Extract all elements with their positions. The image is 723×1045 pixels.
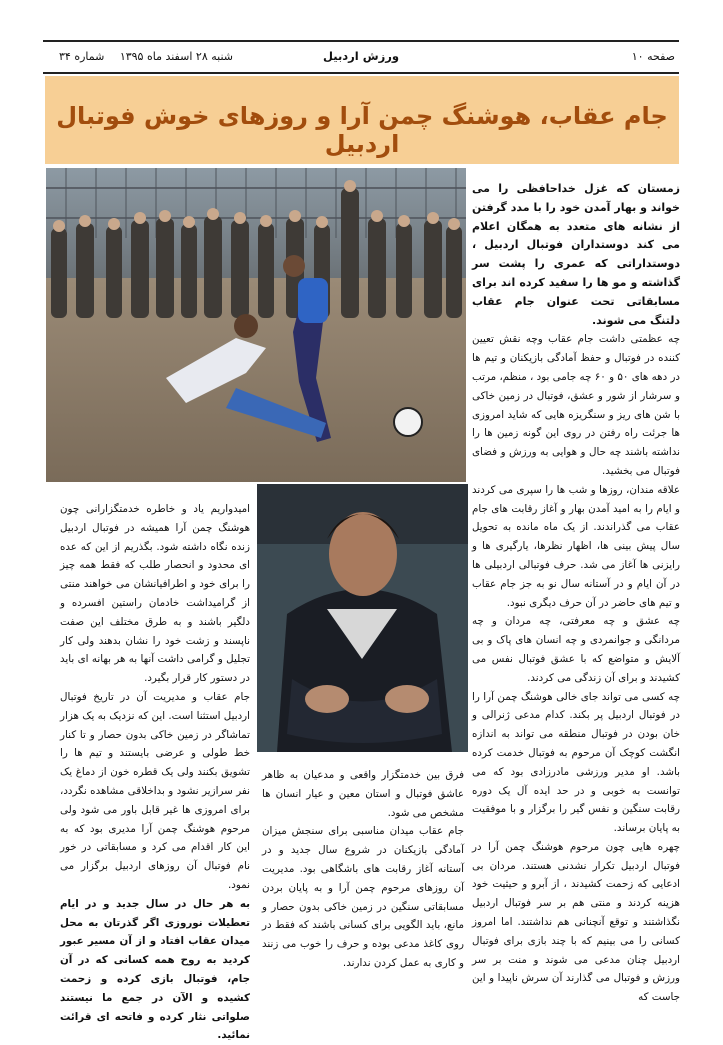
article-paragraph: چه عظمتی داشت جام عقاب وچه نقش تعیین کننده در فوتبال و حفظ آمادگی بازیکنان و تیم ها در دهه های ۵۰ و ۶۰ چه جامی بود ، منظم، مرتب و سرشار از شور و عشق، فوتبال در زمین خاکی با شن های ریز و سنگریزه هایی که شاید امروزی ها جرئت راه رفتن در روی این گونه زمین ها را نداشته باشند چه حال و هوایی به ورزش و فضای فوتبال می بخشید. bbox=[472, 333, 681, 477]
match-photo bbox=[46, 168, 466, 482]
article-closing: به هر حال در سال جدید و در ایام تعطیلات نوروزی اگر گذرتان به محل میدان عقاب افتاد و از آن مسیر عبور کردید به روح همه کسانی که در آن جام، فوتبال بازی کرده و زحمت کشیده و الآن در جمع ما نیستند صلواتی نثار کرده و فاتحه ای قرائت نمائید. bbox=[60, 897, 250, 1042]
issue-date: شنبه ۲۸ اسفند ماه ۱۳۹۵ bbox=[119, 50, 233, 63]
article-paragraph: جام عقاب میدان مناسبی برای سنجش میزان آمادگی بازیکنان در شروع سال جدید و در آستانه آغاز رقابت های باشگاهی بود. مدیریت آن روزهای مرحوم چمن آرا و به پایان بردن مسابقاتی سنگین در زمین خاکی بدون حصار و مانع، باید الگویی برای کسانی باشند که فقط در روی کاغذ مدعی بوده و حرف را خوب می زنند و کاری به عمل کردن ندارند. bbox=[262, 825, 464, 969]
headline-box bbox=[45, 76, 679, 164]
article-column-left bbox=[60, 500, 250, 1045]
photo-caption: فرق بین خدمتگزار واقعی و مدعیان به ظاهر عاشق فوتبال و استان معین و عیار انسان ها مشخص می شود. bbox=[262, 769, 464, 819]
article-column-middle bbox=[262, 766, 464, 973]
article-paragraph: جام عقاب و مدیریت آن در تاریخ فوتبال اردبیل استثنا است. این که نزدیک به یک هزار تماشاگر در زمین خاکی بدون حصار و تا کنار خط طولی و عرضی بایستند و تیم ها را تشویق بکنند ولی یک قطره خون از دماغ یک نفر سرازیر نشود و بداخلاقی مشاهده نگردد، برای امروزی ها غیر قابل باور می شود ولی مرحوم هوشنگ چمن آرا مدیری بود که به این کار اقدام می کرد و مسابقاتی در خور نام فوتبال آن روزهای اردبیل برگزار می نمود. bbox=[60, 690, 250, 891]
article-paragraph: علاقه مندان، روزها و شب ها را سپری می کردند و ایام را به امید آمدن بهار و آغاز رقابت های جام عقاب می گذراندند. از یک ماه مانده به تحویل سال پیش بینی ها، اظهار نظرها، یارگیری ها و رایزنی ها آغاز می شد. حرف فوتبالی اردبیلی ها در آن ایام و در آستانه سال نو به جز جام عقاب و تیم های حاضر در آن حرف دیگری نبود. bbox=[472, 483, 680, 609]
article-lead: زمستان که غزل خداحافظی را می خواند و بهار آمدن خود را با مدد گرفتن از نشانه های متعدد به همگان اعلام می کند دوستداران فوتبال اردبیل ، دوستداراتی که عمری را پشت سر گذاشته و مو ها را سفید کرده اند برای مسابقاتی تحت عنوان جام عقاب دلتنگ می شوند. bbox=[472, 182, 680, 327]
article-paragraph: امیدواریم یاد و خاطره خدمتگزارانی چون هوشنگ چمن آرا همیشه در فوتبال اردبیل زنده نگاه داشته شود. بگذریم از این که عده ای محدود و انحصار طلب که فقط همه چیز را برای خود و اطرافیانشان می خواهند منتی از گرامیداشت خادمان راستین افسرده و دلگیر باشند و به طرق مختلف این صفت ناپسند و زشت خود را نشان بدهند ولی کار تجلیل و گرامی داشت آنها به هر بهانه ای باید در دستور کار قرار بگیرد. bbox=[60, 503, 250, 685]
page-number: صفحه ۱۰ bbox=[631, 50, 675, 63]
article-column-right bbox=[472, 180, 680, 1007]
portrait-photo bbox=[257, 484, 468, 752]
issue-number: شماره ۳۴ bbox=[59, 50, 105, 63]
issue-info bbox=[47, 50, 233, 63]
headline: جام عقاب، هوشنگ چمن آرا و روزهای خوش فوتبال اردبیل bbox=[56, 102, 668, 158]
article-paragraph: چه کسی می تواند جای خالی هوشنگ چمن آرا را در فوتبال اردبیل پر بکند. کدام مدعی ژنرالی و خان بودن در فوتبال منطقه می تواند به اندازه انگشت کوچک آن مرحوم به فوتبال خدمت کرده باشد. او مدیر ورزشی مادرزادی بود که می توانست به خوبی و در حد ایده آل یک دوره رقابت سنگین و نفس گیر را برگزار و با موفقیت به پایان برساند. bbox=[472, 690, 680, 835]
article-paragraph: چه عشق و چه معرفتی، چه مردان و چه مردانگی و جوانمردی و چه انسان های پاک و بی آلایش و متواضع که با عشق فوتبال نفس می کشیدند و برای آن زندگی می کردند. bbox=[472, 615, 680, 684]
page-header bbox=[43, 40, 679, 74]
article-paragraph: چهره هایی چون مرحوم هوشنگ چمن آرا در فوتبال اردبیل تکرار نشدنی هستند. مردان بی ادعایی که زحمت کشیدند ، از آبرو و حیثیت خود هزینه کردند و منتی هم بر سر فوتبال اردبیل نگذاشتند و توقع آنچنانی هم نداشتند. اما امروز کسانی را می بینیم که با چند بازی برای فوتبال اردبیل چنان مدعی می شوند و منت بر سر ورزش و فوتبال می گذارند آن سرش ناپیدا و این جاست که bbox=[472, 840, 680, 1004]
section-title: ورزش اردبیل bbox=[322, 49, 399, 63]
